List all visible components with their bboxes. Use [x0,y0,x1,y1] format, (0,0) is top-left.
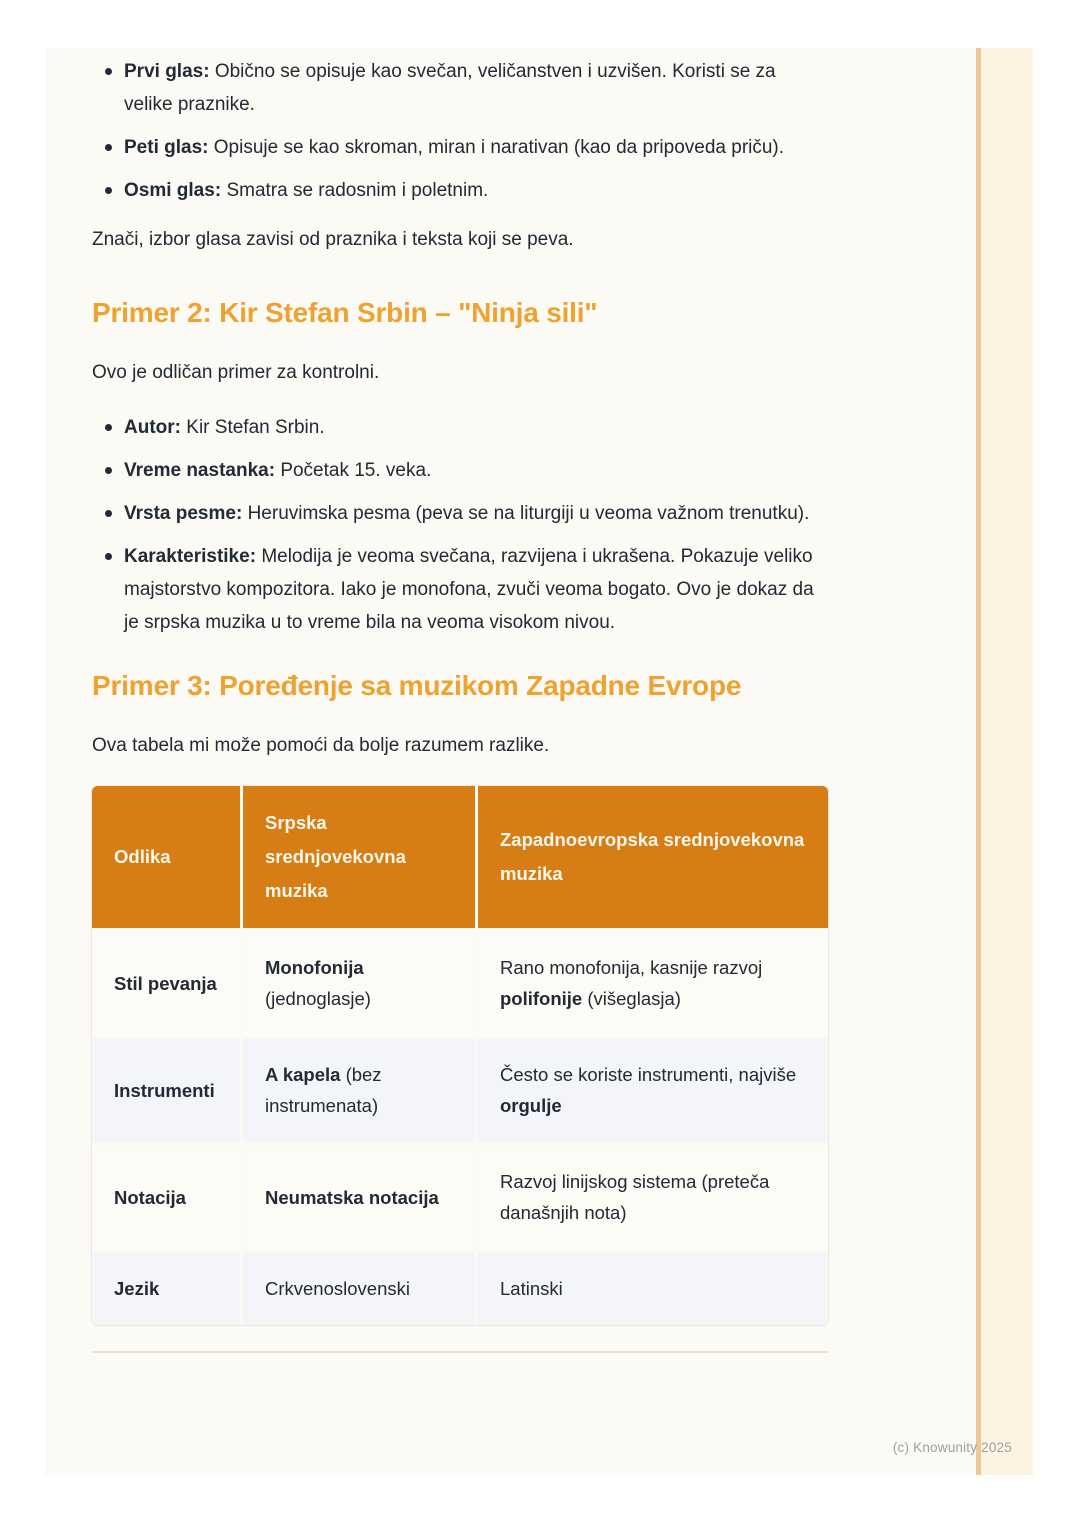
western-pre-text: Latinski [500,1278,563,1299]
western-pre-text: Razvoj linijskog sistema (preteča današnjih nota) [500,1171,770,1223]
comparison-table-body [92,931,828,1325]
header-serbian: Srpska srednjovekovna muzika [243,786,478,931]
feature-cell: Stil pevanja [92,931,243,1038]
primer2-lead: Ovo je odličan primer za kontrolni. [92,362,380,383]
serbian-music-cell [243,931,478,1038]
copyright-footer: (c) Knowunity 2025 [892,1440,1012,1455]
primer3-lead: Ova tabela mi može pomoći da bolje razumem razlike. [92,735,550,756]
list-item-label: Autor: [124,417,181,438]
table-header-row [92,786,828,931]
list-item-text: Heruvimska pesma (peva se na liturgiji u veoma važnom trenutku). [247,503,810,524]
serbian-music-cell [243,1145,478,1252]
list-item-text: Obično se opisuje kao svečan, veličanstven i uzvišen. Koristi se za velike praznike. [124,61,776,115]
table-row [92,1038,828,1145]
list-item-text: Smatra se radosnim i poletnim. [226,180,489,201]
header-odlika: Odlika [92,786,243,931]
serbian-music-cell [243,1038,478,1145]
western-music-cell [478,931,828,1038]
primer2-list [92,411,828,639]
document-content [92,48,828,1353]
serbian-bold-text: Neumatska notacija [265,1186,439,1208]
list-item [92,131,828,164]
list-item-label: Vreme nastanka: [124,460,276,481]
table-row [92,931,828,1038]
list-item-text: Melodija je veoma svečana, razvijena i ukrašena. Pokazuje veliko majstorstvo kompozitora. Iako je monofona, zvuči veoma bogato. Ovo je dokaz da je srpska muzika u to vreme bila na veoma visokom nivou. [124,546,814,633]
list-item-label: Karakteristike: [124,546,257,567]
serbian-music-cell [243,1252,478,1325]
list-item [92,454,828,487]
feature-cell: Notacija [92,1145,243,1252]
list-item [92,497,828,530]
western-music-cell [478,1252,828,1325]
western-bold-text: orgulje [500,1095,562,1116]
list-item-text: Opisuje se kao skroman, miran i narativan (kao da pripoveda priču). [213,137,785,158]
primer3-heading: Primer 3: Poređenje sa muzikom Zapadne Evrope [92,670,742,701]
table-row [92,1145,828,1252]
list-item-label: Vrsta pesme: [124,503,243,524]
list-item-text: Kir Stefan Srbin. [186,417,325,438]
western-pre-text: Rano monofonija, kasnije razvoj [500,957,763,978]
western-bold-text: polifonije [500,988,583,1009]
document-page [45,48,1033,1475]
list-item-text: Početak 15. veka. [280,460,432,481]
page-edge-line [976,48,981,1475]
western-music-cell [478,1038,828,1145]
serbian-normal-text: (jednoglasje) [265,988,371,1009]
list-item [92,55,828,121]
serbian-bold-text: A kapela [265,1064,341,1085]
serbian-normal-text: Crkvenoslovenski [265,1278,410,1299]
bottom-divider [92,1351,828,1353]
western-post-text: (višeglasja) [587,988,681,1009]
list-item [92,411,828,444]
table-row [92,1252,828,1325]
list-item [92,540,828,639]
page-edge-band [981,48,1033,1475]
list-item-label: Osmi glas: [124,180,222,201]
list-item-label: Prvi glas: [124,61,210,82]
feature-cell: Instrumenti [92,1038,243,1145]
list-item-label: Peti glas: [124,137,209,158]
glas-list [92,55,828,207]
serbian-normal-text: (bez instrumenata) [265,1064,382,1116]
glas-note: Znači, izbor glasa zavisi od praznika i teksta koji se peva. [92,229,574,250]
primer2-heading: Primer 2: Kir Stefan Srbin – "Ninja sili" [92,297,598,328]
western-pre-text: Često se koriste instrumenti, najviše [500,1064,797,1085]
serbian-bold-text: Monofonija [265,957,364,978]
header-western: Zapadnoevropska srednjovekovna muzika [478,786,828,931]
western-music-cell [478,1145,828,1252]
feature-cell: Jezik [92,1252,243,1325]
comparison-table [92,786,828,1325]
list-item [92,174,828,207]
